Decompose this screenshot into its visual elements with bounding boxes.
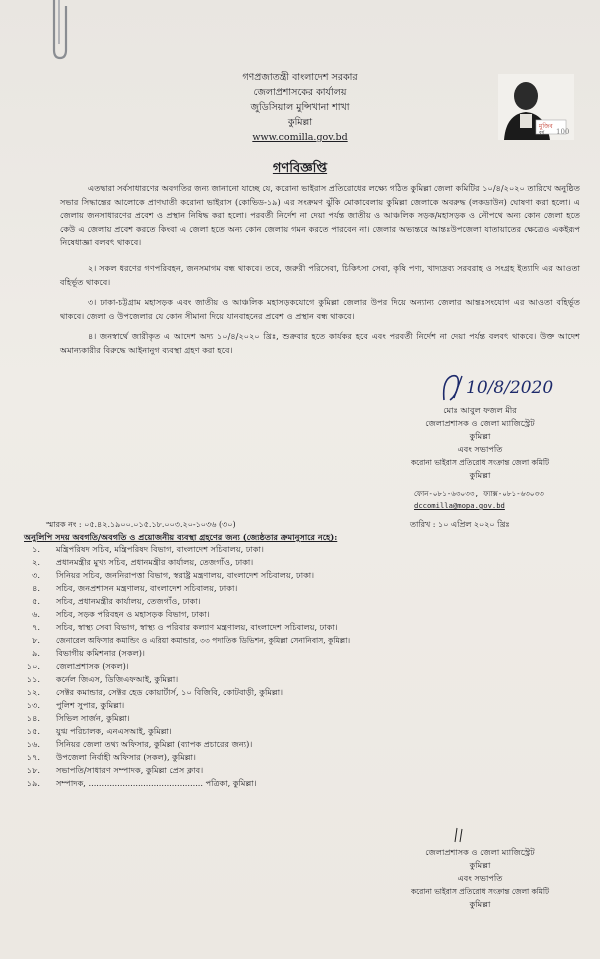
list-item: ১৫. যুগ্ম পরিচালক, এনএসআই, কুমিল্লা। <box>26 726 172 736</box>
initials-mark <box>450 826 468 844</box>
memo-date: তারিখ : ১০ এপ্রিল ২০২০ খ্রিঃ <box>410 520 510 529</box>
contact-info <box>414 488 544 512</box>
list-item: ১২. সেক্টর কমান্ডার, সেক্টর হেড কোয়ার্টার্স, ১০ বিজিবি, কোটবাড়ী, কুমিল্লা। <box>26 687 284 697</box>
list-item: ১১. কর্নেল জিএস, ডিজিএফআই, কুমিল্লা। <box>26 674 179 684</box>
phone-fax: ফোন-০৮১-৬৩০৩৩, ফ্যাক্স-০৮১-৬৩০৩৩ <box>414 489 544 498</box>
paragraph-3: ৩। ঢাকা-চট্টগ্রাম মহাসড়ক এবং জাতীয় ও আঞ্চলিক মহাসড়কযোগে কুমিল্লা জেলার উপর দিয়ে অন্যান্য জেলার আন্তঃসংযোগ এর আওতা বহির্ভূত থাকবে। জেলা ও উপজেলার যে কোন সীমানা দিয়ে যানবাহনের প্রবেশ ও প্রস্থান বন্ধ থাকবে। <box>60 297 580 321</box>
list-item: ৯. বিভাগীয় কমিশনার (সকল)। <box>32 648 145 658</box>
page-title: গণবিজ্ঞপ্তি <box>272 161 328 176</box>
bottom-place-2: কুমিল্লা <box>469 899 491 909</box>
email-link[interactable]: dccomilla@mopa.gov.bd <box>414 501 505 510</box>
district-name: কুমিল্লা <box>287 117 313 128</box>
bottom-designation: জেলাপ্রশাসক ও জেলা ম্যাজিস্ট্রেট <box>425 847 535 857</box>
signatory-name: মোঃ আবুল ফজল মীর <box>443 405 517 415</box>
list-item: ১৯. সম্পাদক, ............................................ পত্রিকা, কুমিল্লা। <box>26 778 257 788</box>
list-item: ১. মন্ত্রিপরিষদ সচিব, মন্ত্রিপরিষদ বিভাগ, বাংলাদেশ সচিবালয়, ঢাকা। <box>32 544 264 554</box>
website-link[interactable]: www.comilla.gov.bd <box>252 132 348 143</box>
paragraph-4: ৪। জনস্বার্থে জারীকৃত এ আদেশ অদ্য ১০/৪/২০২০ খ্রিঃ, শুক্রবার হতে কার্যকর হবে এবং পরবর্তী নির্দেশ না দেয়া পর্যন্ত বলবৎ থাকবে। উক্ত আদেশ অমান্যকারীর বিরুদ্ধে আইনানুগ ব্যবস্থা গ্রহণ করা হবে। <box>60 331 580 355</box>
list-item: ১৩. পুলিশ সুপার, কুমিল্লা। <box>26 700 125 710</box>
list-item: ১৭. উপজেলা নির্বাহী অফিসার (সকল), কুমিল্লা। <box>26 752 196 762</box>
memo-number: স্মারক নং : ০৫.৪২.১৯০০.০১৫.১৮.০০৩.২০-১০৩৬ (৩০) <box>46 520 236 529</box>
list-item: ১৪. সিভিল সার্জন, কুমিল্লা। <box>26 713 130 723</box>
list-item: ৩. সিনিয়র সচিব, জননিরাপত্তা বিভাগ, স্বরাষ্ট্র মন্ত্রণালয়, বাংলাদেশ সচিবালয়, ঢাকা। <box>32 570 315 580</box>
handwritten-signature <box>438 370 598 404</box>
logo-number: 100 <box>556 128 570 136</box>
signatory-committee: করোনা ভাইরাস প্রতিরোধ সংক্রান্ত জেলা কমিটি <box>410 458 549 467</box>
logo-text-top: মুজিব <box>539 123 553 130</box>
handwritten-date: 10/8/2020 <box>466 378 554 398</box>
signatory-place: কুমিল্লা <box>469 431 491 441</box>
govt-name: গণপ্রজাতন্ত্রী বাংলাদেশ সরকার <box>242 72 358 83</box>
bottom-signatory-block <box>370 846 590 911</box>
list-item: ১৬. সিনিয়র জেলা তথ্য অফিসার, কুমিল্লা (ব্যাপক প্রচারের জন্য)। <box>26 739 253 749</box>
list-item: ৭. সচিব, স্বাস্থ্য সেবা বিভাগ, স্বাস্থ্য ও পরিবার কল্যাণ মন্ত্রণালয়, বাংলাদেশ সচিবালয়, ঢাকা। <box>32 622 338 632</box>
signatory-block <box>380 404 580 482</box>
list-item: ১০. জেলাপ্রশাসক (সকল)। <box>26 661 129 671</box>
mujib-borsho-logo <box>498 74 574 140</box>
list-item: ৮. জেনারেল অফিসার কমান্ডিং ও এরিয়া কমান্ডার, ৩৩ পদাতিক ডিভিশন, কুমিল্লা সেনানিবাস, কুমিল্লা। <box>32 635 351 645</box>
signatory-place-2: কুমিল্লা <box>469 470 491 480</box>
list-item: ৬. সচিব, সড়ক পরিবহন ও মহাসড়ক বিভাগ, ঢাকা। <box>32 609 210 619</box>
bottom-place: কুমিল্লা <box>469 860 491 870</box>
signatory-designation: জেলাপ্রশাসক ও জেলা ম্যাজিস্ট্রেট <box>425 418 535 428</box>
list-item: ২. প্রধানমন্ত্রীর মুখ্য সচিব, প্রধানমন্ত্রীর কার্যালয়, তেজগাঁও, ঢাকা। <box>32 557 254 567</box>
paragraph-2: ২। সকল ধরণের গণপরিবহন, জনসমাগম বন্ধ থাকবে। তবে, জরুরী পরিসেবা, চিকিৎসা সেবা, কৃষি পণ্য, খাদ্যদ্রব্য সরবরাহ ও সংগ্রহ ইত্যাদি এর আওতা বহির্ভূত থাকবে। <box>60 263 580 287</box>
list-item: ৫. সচিব, প্রধানমন্ত্রীর কার্যালয়, তেজগাঁও, ঢাকা। <box>32 596 201 606</box>
paragraph-1: এতদ্বারা সর্বসাধারণের অবগতির জন্য জানানো যাচ্ছে যে, করোনা ভাইরাস প্রতিরোধের লক্ষ্যে গঠিত কুমিল্লা জেলা কমিটির ১০/৪/২০২০ তারিখে অনুষ্ঠিত সভার সিদ্ধান্তের আলোকে প্রাণঘাতী করোনা ভাইরাস (কোভিড-১৯) এর সংক্রমণ ঝুঁকি মোকাবেলায় কুমিল্লা জেলাকে অবরুদ্ধ (লকডাউন) ঘোষণা করা হলো। এ জেলায় জনসাধারণের প্রবেশ ও প্রস্থান নিষিদ্ধ করা হলো। পরবর্তী নির্দেশ না দেয়া পর্যন্ত জাতীয় ও আঞ্চলিক সড়ক/মহাসড়ক ও নৌপথে অন্য কোন জেলা হতে কেউ এ জেলায় প্রবেশ করতে কিংবা এ জেলা হতে অন্য কোন জেলায় গমন করতে পারবেন না। জেলার অভ্যন্তরে আন্তঃউপজেলা যাতায়াতের ক্ষেত্রেও একইরূপ নিষেধাজ্ঞা বলবৎ থাকবে। <box>60 183 580 247</box>
bottom-and: এবং সভাপতি <box>457 873 503 883</box>
list-item: ১৮. সভাপতি/সাধারণ সম্পাদক, কুমিল্লা প্রেস ক্লাব। <box>26 765 204 775</box>
cc-heading: অনুলিপি সদয় অবগতি/অবগতি ও প্রয়োজনীয় ব্যবস্থা গ্রহণের জন্য (জ্যেষ্ঠতার ক্রমানুসারে নহে): <box>24 532 338 542</box>
logo-text-bottom: বর্ষ <box>539 131 544 136</box>
office-name: জেলাপ্রশাসকের কার্যালয় <box>253 87 347 98</box>
bottom-committee: করোনা ভাইরাস প্রতিরোধ সংক্রান্ত জেলা কমিটি <box>410 887 549 896</box>
paper-clip-icon <box>46 0 72 62</box>
branch-name: জুডিসিয়াল মুন্সিখানা শাখা <box>250 102 350 113</box>
list-item: ৪. সচিব, জনপ্রশাসন মন্ত্রণালয়, বাংলাদেশ সচিবালয়, ঢাকা। <box>32 583 238 593</box>
signatory-and: এবং সভাপতি <box>457 444 503 454</box>
